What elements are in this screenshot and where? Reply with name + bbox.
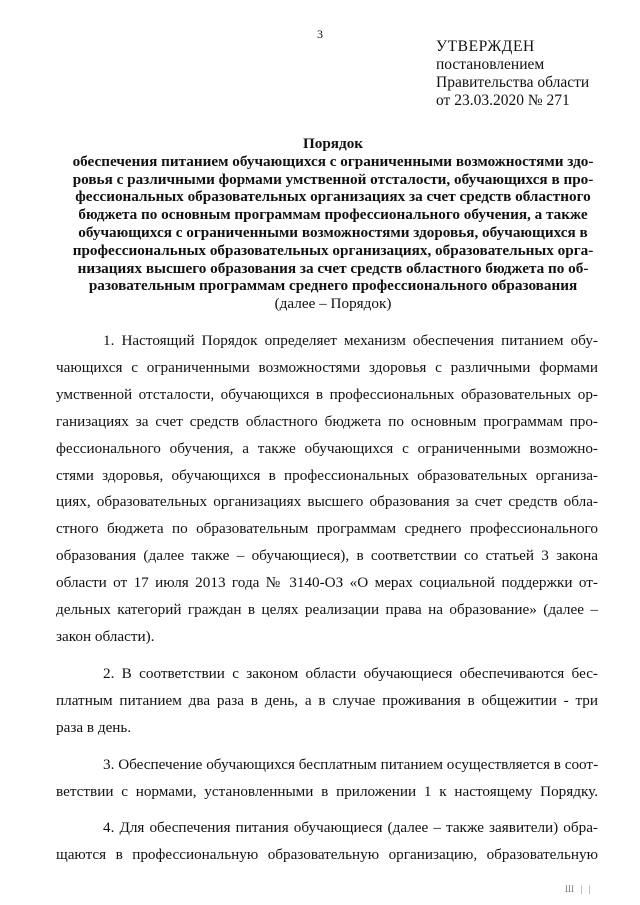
paragraph-line: 2. В соответствии с законом области обучающиеся обеспечиваются бес-: [103, 664, 598, 682]
footer-scan-mark: Ш | |: [565, 884, 593, 894]
paragraph-4: [56, 815, 598, 869]
approval-line-approved: УТВЕРЖДЕН: [436, 38, 535, 55]
paragraph-line: ганизациях за счет средств областного бюджета по основным программам про-: [56, 412, 598, 430]
document-abbreviation: (далее – Порядок): [274, 295, 392, 313]
document-body: [56, 328, 598, 879]
approval-stamp-block: [436, 38, 636, 110]
document-subtitle-line: разовательным программам среднего профессионального образования: [88, 277, 578, 295]
paragraph-line: ветствии с нормами, установленными в приложении 1 к настоящему Порядку.: [56, 782, 598, 800]
paragraph-line: 1. Настоящий Порядок определяет механизм обеспечения питанием обу-: [103, 332, 598, 349]
paragraph-line: области от 17 июля 2013 года № 3140-ОЗ «О мерах социальной поддержки от-: [56, 574, 598, 592]
paragraph-1: [56, 328, 598, 651]
paragraph-line: стями здоровья, обучающихся в профессиональных образовательных организа-: [56, 466, 598, 484]
paragraph-line: дельных категорий граждан в целях реализации права на образование» (далее –: [56, 601, 598, 619]
paragraph-3: [56, 752, 598, 806]
paragraph-line: циях, образовательных организациях высшего образования за счет средств обла-: [56, 493, 598, 511]
document-subtitle-line: профессиональных образовательных организациях, образовательных орга-: [72, 241, 594, 259]
paragraph-line: раза в день.: [56, 718, 132, 736]
document-subtitle-line: ровья с различными формами умственной отсталости, обучающихся в про-: [72, 170, 594, 188]
document-subtitle-line: обеспечения питанием обучающихся с ограниченными возможностями здо-: [72, 152, 594, 170]
paragraph-line: 3. Обеспечение обучающихся бесплатным питанием осуществляется в соот-: [103, 755, 599, 773]
paragraph-line: образования (далее также – обучающиеся), в соответствии со статьей 3 закона: [56, 547, 598, 565]
paragraph-line: чающихся с ограниченными возможностями здоровья с различными формами: [56, 358, 598, 376]
paragraph-line: фессионального обучения, а также обучающихся с ограниченными возможно-: [56, 439, 598, 457]
document-subtitle-line: низациях высшего образования за счет средств областного бюджета по об-: [77, 259, 589, 277]
paragraph-line: щаются в профессиональную образовательную организацию, образовательную: [56, 846, 598, 864]
approval-line-government: Правительства области: [436, 74, 590, 91]
document-subtitle-line: обучающихся с ограниченными возможностями здоровья, обучающихся в: [78, 223, 588, 241]
paragraph-line: умственной отсталости, обучающихся в профессиональных образовательных ор-: [56, 385, 598, 403]
approval-line-date-number: от 23.03.2020 № 271: [436, 92, 570, 109]
page-number: 3: [317, 27, 323, 41]
document-heading: Порядок: [302, 135, 364, 152]
paragraph-line: стного бюджета по образовательным программам среднего профессионального: [56, 520, 598, 538]
approval-line-by-resolution: постановлением: [436, 56, 545, 73]
paragraph-2: [56, 661, 598, 742]
paragraph-line: платным питанием два раза в день, а в случае проживания в общежитии - три: [56, 691, 598, 709]
document-title-block: [56, 135, 610, 313]
document-subtitle-line: бюджета по основным программам профессионального обучения, а также: [78, 206, 588, 224]
paragraph-line: 4. Для обеспечения питания обучающиеся (далее – также заявители) обра-: [103, 819, 598, 837]
paragraph-line: закон области).: [56, 627, 155, 645]
document-subtitle-line: фессиональных образовательных организациях за счет средств областного: [75, 188, 591, 206]
